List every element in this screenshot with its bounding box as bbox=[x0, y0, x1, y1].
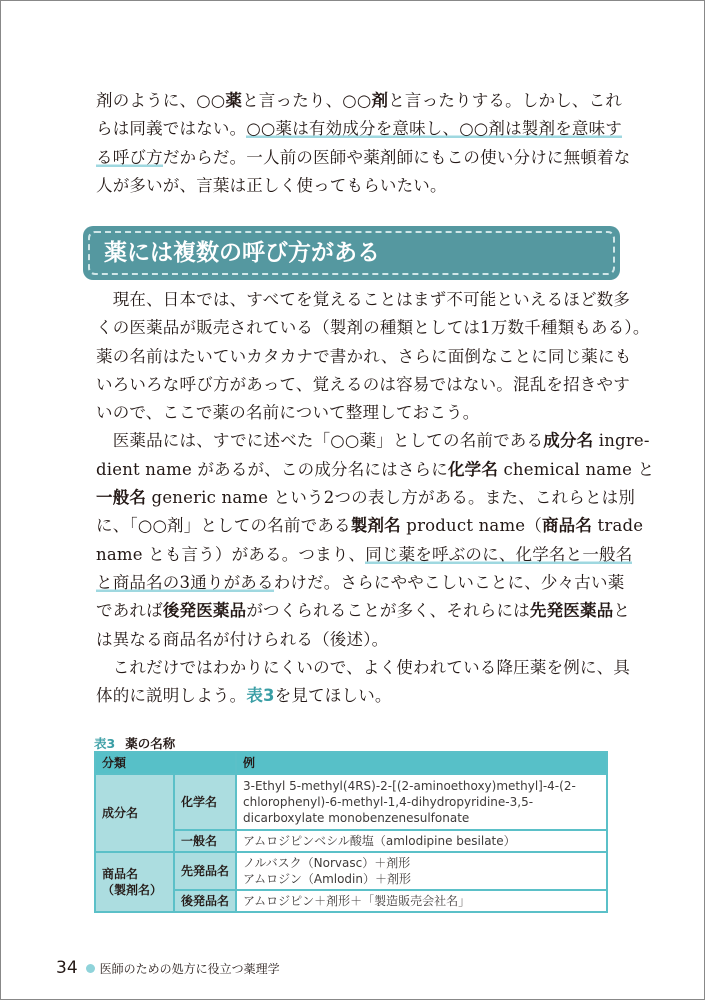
text-line bbox=[96, 115, 622, 143]
text-line bbox=[96, 569, 625, 597]
text-segment: 体的に説明しよう。 bbox=[96, 686, 247, 706]
text-segment: であれば bbox=[96, 601, 163, 621]
text-segment: これだけではわかりにくいので、よく使われている降圧薬を例に、具 bbox=[96, 657, 631, 677]
text-segment: product name（ bbox=[400, 516, 542, 536]
table-caption bbox=[94, 734, 175, 752]
text-line bbox=[96, 172, 622, 200]
text-segment: を見てほしい。 bbox=[274, 686, 392, 706]
bold-term: 表3 bbox=[246, 686, 275, 706]
text-line bbox=[96, 427, 650, 455]
bold-term: 成分名 bbox=[543, 431, 594, 451]
bold-term: 化学名 bbox=[447, 459, 499, 479]
group-product-name-line2: （製剤名） bbox=[102, 883, 163, 897]
text-segment: いろいろな呼び方があって、覚えるのは容易ではない。混乱を招きやす bbox=[96, 374, 630, 394]
text-segment: がつくられることが多く、それらには bbox=[246, 601, 530, 621]
group-ingredient-name: 成分名 bbox=[95, 774, 174, 852]
page-footer bbox=[56, 958, 280, 978]
brand-value-2: アムロジン（Amlodin）＋剤形 bbox=[243, 872, 411, 886]
text-segment: 現在、日本では、すべてを覚えることはまず不可能といえるほど数多 bbox=[96, 290, 631, 309]
bold-term: 一般名 bbox=[96, 488, 147, 508]
book-title: 医師のための処方に役立つ薬理学 bbox=[99, 961, 280, 976]
text-segment: に、「○○剤」としての名前である bbox=[96, 516, 351, 536]
text-segment: くの医薬品が販売されている（製剤の種類としては1万数千種類もある）。 bbox=[96, 318, 650, 338]
text-line bbox=[96, 541, 633, 569]
text-line bbox=[96, 484, 636, 512]
text-line bbox=[96, 512, 644, 540]
text-line bbox=[96, 399, 622, 427]
text-line bbox=[96, 654, 631, 682]
label-brand: 先発品名 bbox=[174, 852, 236, 890]
text-line bbox=[96, 682, 622, 710]
text-segment: いので、ここで薬の名前について整理しておこう。 bbox=[96, 403, 480, 423]
paragraph-2 bbox=[96, 286, 655, 710]
text-segment: dient name があるが、この成分名にはさらに bbox=[96, 459, 448, 479]
text-segment: らは同義ではない。 bbox=[96, 119, 247, 139]
text-segment: と bbox=[613, 601, 631, 621]
text-line bbox=[96, 343, 632, 371]
page-number: 34 bbox=[56, 958, 78, 978]
drug-names-table bbox=[94, 751, 608, 913]
bold-term: 薬 bbox=[225, 91, 243, 110]
text-line bbox=[96, 626, 622, 654]
section-heading-text: 薬には複数の呼び方がある bbox=[88, 231, 615, 275]
table-row bbox=[95, 774, 607, 830]
label-generic-brand: 後発品名 bbox=[174, 890, 236, 912]
brand-value-1: ノルバスク（Norvasc）＋剤形 bbox=[243, 856, 411, 870]
bullet-dot-icon bbox=[86, 964, 95, 973]
text-segment: name とも言う）がある。つまり、 bbox=[96, 544, 366, 564]
header-example: 例 bbox=[236, 752, 607, 774]
group-product-name bbox=[95, 852, 174, 912]
text-segment: わけだ。さらにややこしいことに、少々古い薬 bbox=[273, 572, 625, 592]
underlined-text: ○○薬は有効成分を意味し、○○剤は製剤を意味す bbox=[246, 119, 623, 139]
table-title: 薬の名称 bbox=[125, 736, 176, 751]
text-segment: 人が多いが、言葉は正しく使ってもらいたい。 bbox=[96, 175, 447, 195]
text-segment: 医薬品には、すでに述べた「○○薬」としての名前である bbox=[96, 431, 544, 451]
table-header-row bbox=[95, 752, 607, 774]
text-line bbox=[96, 314, 650, 342]
bold-term: 製剤名 bbox=[350, 516, 401, 536]
bold-term: 剤 bbox=[371, 91, 389, 110]
label-generic: 一般名 bbox=[174, 830, 236, 852]
text-segment: trade bbox=[592, 516, 644, 536]
value-chemical: 3-Ethyl 5-methyl(4RS)-2-[(2-aminoethoxy)methyl]-4-(2-chlorophenyl)-6-methyl-1,4-dihydropyridine-3,5-dicarboxylate monobenzenesulfonate bbox=[236, 774, 607, 830]
underlined-text: 同じ薬を呼ぶのに、化学名と一般名 bbox=[365, 544, 633, 564]
text-segment: chemical name と bbox=[498, 459, 655, 479]
text-line bbox=[96, 87, 622, 115]
text-line bbox=[96, 144, 631, 172]
underlined-text: と商品名の3通りがある bbox=[96, 572, 274, 592]
value-generic-brand: アムロジピン＋剤形＋「製造販売会社名」 bbox=[236, 890, 607, 912]
table-row bbox=[95, 852, 607, 890]
text-line bbox=[96, 597, 631, 625]
label-chemical: 化学名 bbox=[174, 774, 236, 830]
text-line bbox=[96, 456, 655, 484]
bold-term: 先発医薬品 bbox=[529, 601, 614, 621]
text-segment: は異なる商品名が付けられる（後述）。 bbox=[96, 629, 389, 649]
section-heading bbox=[83, 226, 620, 280]
group-product-name-line1: 商品名 bbox=[102, 867, 139, 881]
text-segment: と言ったり、○○ bbox=[242, 91, 372, 110]
header-category: 分類 bbox=[95, 752, 236, 774]
text-segment: ingre- bbox=[593, 431, 650, 451]
text-segment: と言ったりする。しかし、これ bbox=[388, 91, 623, 110]
underlined-text: る呼び方 bbox=[96, 147, 163, 167]
bold-term: 後発医薬品 bbox=[162, 601, 247, 621]
table-number: 表3 bbox=[94, 736, 116, 751]
value-brand bbox=[236, 852, 607, 890]
value-generic: アムロジピンベシル酸塩（amlodipine besilate） bbox=[236, 830, 607, 852]
bold-term: 商品名 bbox=[541, 516, 593, 536]
text-line bbox=[96, 286, 631, 314]
text-segment: 剤のように、○○ bbox=[96, 91, 226, 110]
text-line bbox=[96, 371, 630, 399]
text-segment: 薬の名前はたいていカタカナで書かれ、さらに面倒なことに同じ薬にも bbox=[96, 346, 632, 366]
text-segment: だからだ。一人前の医師や薬剤師にもこの使い分けに無頓着な bbox=[162, 147, 631, 167]
text-segment: generic name という2つの表し方がある。また、これらとは別 bbox=[146, 488, 636, 508]
paragraph-1 bbox=[96, 87, 631, 200]
